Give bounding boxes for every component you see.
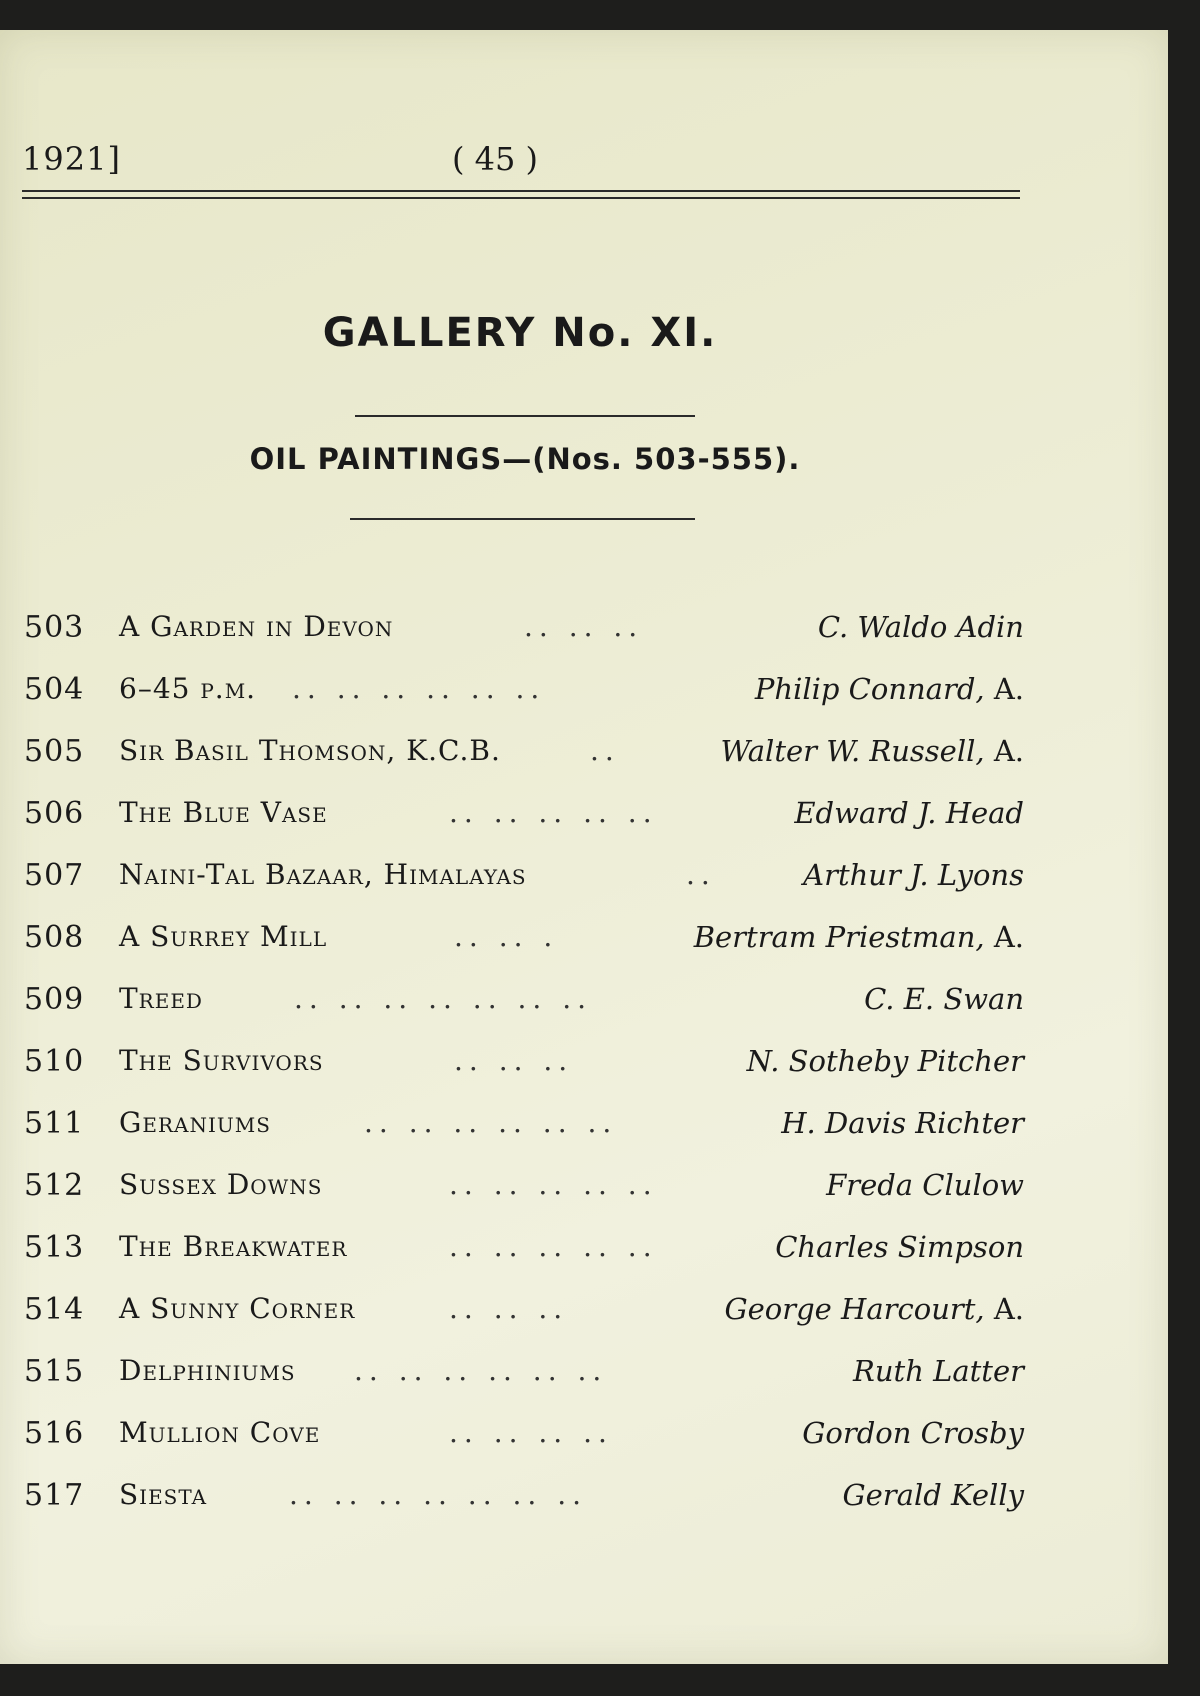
entry-number: 504	[24, 672, 85, 707]
entry-number: 513	[24, 1230, 85, 1265]
artist-name: George Harcourt,	[724, 1292, 985, 1326]
entry-artist	[818, 610, 1024, 644]
artist-suffix: A.	[984, 920, 1024, 954]
dot-leader: .. .. .. .. ..	[449, 1230, 658, 1263]
list-item	[24, 1168, 1024, 1230]
artist-name: Ruth Latter	[853, 1354, 1024, 1388]
gallery-title: GALLERY No. XI.	[322, 310, 718, 356]
entry-artist	[720, 734, 1024, 768]
entry-artist	[794, 796, 1024, 830]
entry-number: 503	[24, 610, 85, 645]
entry-artist	[747, 1044, 1024, 1078]
dot-leader: .. .. .. .. .. ..	[354, 1354, 608, 1387]
artist-name: Walter W. Russell,	[720, 734, 985, 768]
entry-number: 506	[24, 796, 85, 831]
section-title: OIL PAINTINGS—(Nos. 503-555).	[249, 442, 801, 476]
entry-title: A Garden in Devon	[119, 610, 394, 643]
entry-artist	[803, 858, 1024, 892]
list-item	[24, 1416, 1024, 1478]
artist-name: Gerald Kelly	[842, 1478, 1024, 1512]
entry-title: 6–45 p.m.	[119, 672, 257, 705]
dot-leader: .. .. .. .. .. ..	[364, 1106, 618, 1139]
artist-name: Edward J. Head	[794, 796, 1024, 830]
artist-name: Arthur J. Lyons	[803, 858, 1024, 892]
entry-title: A Sunny Corner	[119, 1292, 356, 1325]
painting-list	[24, 610, 1024, 1540]
list-item	[24, 796, 1024, 858]
page-number: ( 45 )	[452, 140, 539, 178]
entry-artist	[853, 1354, 1024, 1388]
dot-leader: .. .. .. ..	[449, 1416, 613, 1449]
entry-title: Delphiniums	[119, 1354, 296, 1387]
catalogue-page	[0, 30, 1168, 1664]
entry-artist	[864, 982, 1024, 1016]
dot-leader: ..	[686, 858, 716, 891]
artist-name: Gordon Crosby	[802, 1416, 1024, 1450]
list-item	[24, 982, 1024, 1044]
entry-number: 505	[24, 734, 85, 769]
entry-number: 515	[24, 1354, 85, 1389]
dot-leader: .. .. .. .. .. ..	[292, 672, 546, 705]
entry-title: Sussex Downs	[119, 1168, 323, 1201]
entry-number: 516	[24, 1416, 85, 1451]
list-item	[24, 610, 1024, 672]
entry-title: A Surrey Mill	[119, 920, 328, 953]
entry-artist	[755, 672, 1024, 706]
entry-artist	[842, 1478, 1024, 1512]
dot-leader: .. .. .. .. .. .. ..	[289, 1478, 588, 1511]
entry-title: The Survivors	[119, 1044, 324, 1077]
entry-title: The Blue Vase	[119, 796, 328, 829]
dot-leader: .. .. .. .. ..	[449, 796, 658, 829]
entry-artist	[781, 1106, 1024, 1140]
list-item	[24, 1478, 1024, 1540]
artist-name: C. E. Swan	[864, 982, 1024, 1016]
entry-artist	[694, 920, 1024, 954]
artist-suffix: A.	[984, 1292, 1024, 1326]
list-item	[24, 1044, 1024, 1106]
entry-artist	[826, 1168, 1024, 1202]
list-item	[24, 1106, 1024, 1168]
artist-name: Charles Simpson	[775, 1230, 1024, 1264]
entry-artist	[775, 1230, 1024, 1264]
list-item	[24, 1230, 1024, 1292]
entry-number: 511	[24, 1106, 85, 1141]
entry-title: Geraniums	[119, 1106, 271, 1139]
entry-number: 510	[24, 1044, 85, 1079]
artist-name: Freda Clulow	[826, 1168, 1024, 1202]
entry-title: Naini-Tal Bazaar, Himalayas	[119, 858, 527, 891]
entry-artist	[802, 1416, 1024, 1450]
list-item	[24, 1292, 1024, 1354]
dot-leader: .. .. .. .. ..	[449, 1168, 658, 1201]
entry-title: Treed	[119, 982, 203, 1015]
artist-name: Philip Connard,	[754, 672, 985, 706]
dot-leader: .. .. .. .. .. .. ..	[294, 982, 593, 1015]
list-item	[24, 1354, 1024, 1416]
entry-number: 512	[24, 1168, 85, 1203]
dot-leader: .. .. ..	[449, 1292, 569, 1325]
dot-leader: .. .. .	[454, 920, 559, 953]
entry-number: 507	[24, 858, 85, 893]
artist-suffix: A.	[984, 672, 1024, 706]
entry-number: 514	[24, 1292, 85, 1327]
list-item	[24, 920, 1024, 982]
entry-number: 509	[24, 982, 85, 1017]
entry-artist	[724, 1292, 1024, 1326]
list-item	[24, 672, 1024, 734]
artist-name: N. Sotheby Pitcher	[746, 1044, 1024, 1078]
dot-leader: .. .. ..	[524, 610, 644, 643]
artist-name: H. Davis Richter	[781, 1106, 1024, 1140]
artist-name: Bertram Priestman,	[693, 920, 985, 954]
list-item	[24, 858, 1024, 920]
artist-suffix: A.	[984, 734, 1024, 768]
title-rule-top	[355, 415, 695, 417]
entry-title: Siesta	[119, 1478, 208, 1511]
title-rule-bottom	[350, 518, 695, 520]
dot-leader: .. .. ..	[454, 1044, 574, 1077]
entry-title: Sir Basil Thomson, K.C.B.	[119, 734, 501, 767]
artist-name: C. Waldo Adin	[817, 610, 1024, 644]
year-label: 1921]	[22, 140, 121, 178]
entry-number: 517	[24, 1478, 85, 1513]
dot-leader: ..	[590, 734, 620, 767]
entry-number: 508	[24, 920, 85, 955]
list-item	[24, 734, 1024, 796]
entry-title: The Breakwater	[119, 1230, 348, 1263]
entry-title: Mullion Cove	[119, 1416, 321, 1449]
header-double-rule	[22, 190, 1020, 199]
running-head	[22, 140, 1022, 190]
